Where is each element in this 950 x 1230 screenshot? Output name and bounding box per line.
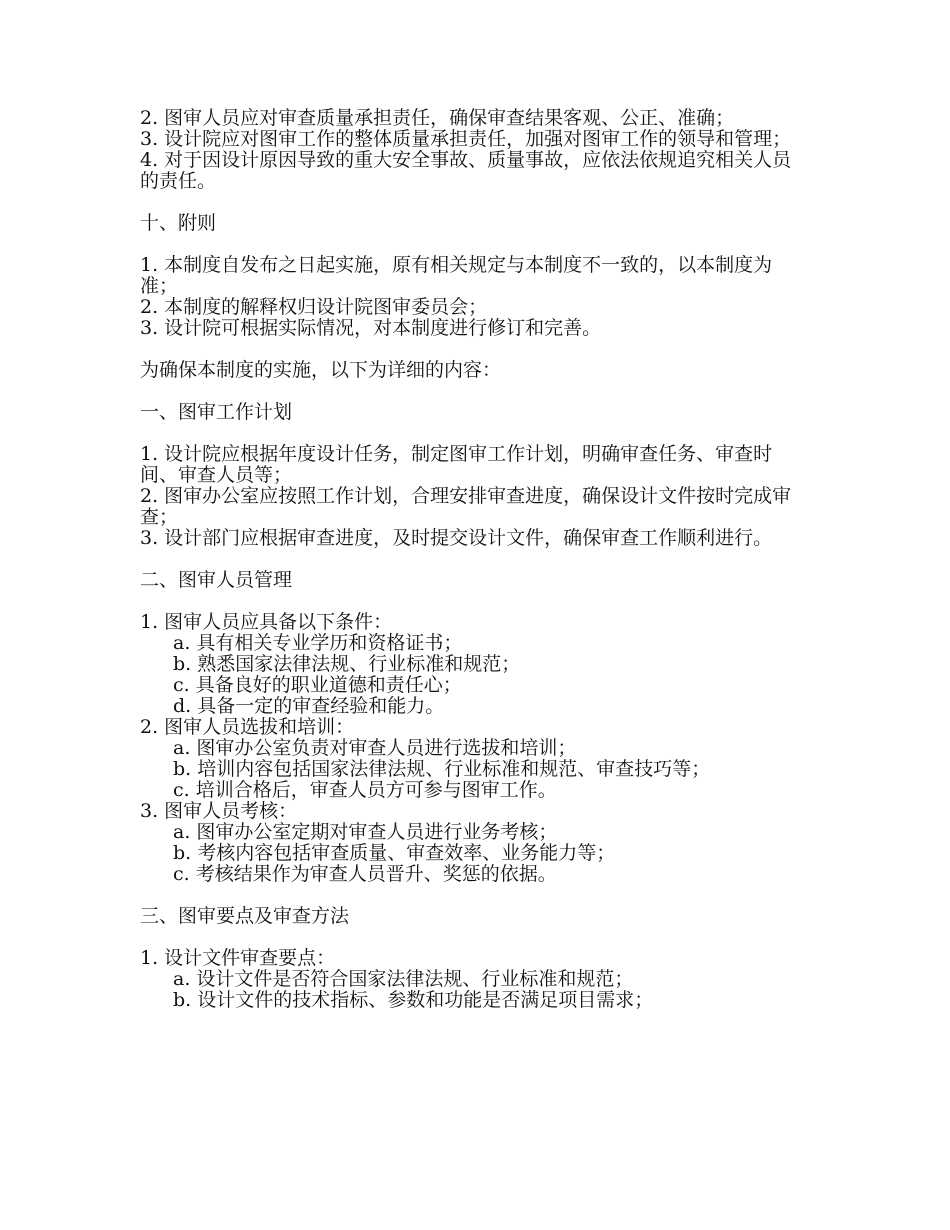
paragraph: 1. 本制度自发布之日起实施，原有相关规定与本制度不一致的，以本制度为准；	[140, 254, 773, 297]
list-item: 3. 图审人员考核：	[140, 800, 298, 822]
paragraph: 1. 设计院应根据年度设计任务，制定图审工作计划，明确审查任务、审查时间、审查人员等；	[140, 443, 773, 486]
section-appendix-items	[140, 255, 810, 339]
paragraph: 2. 图审办公室应按照工作计划，合理安排审查进度，确保设计文件按时完成审查；	[140, 485, 792, 528]
paragraph: 3. 设计部门应根据审查进度，及时提交设计文件，确保审查工作顺利进行。	[140, 527, 773, 549]
paragraph: 2. 本制度的解释权归设计院图审委员会；	[140, 296, 488, 318]
paragraph: 3. 设计院应对图审工作的整体质量承担责任，加强对图审工作的领导和管理；	[140, 128, 792, 150]
sub-list-item: a. 图审办公室负责对审查人员进行选拔和培训；	[173, 737, 577, 759]
section-plan-items	[140, 444, 810, 549]
sub-list-item: d. 具备一定的审查经验和能力。	[173, 695, 445, 717]
sub-list-item: c. 具备良好的职业道德和责任心；	[173, 674, 462, 696]
sub-list-item: b. 熟悉国家法律法规、行业标准和规范；	[173, 653, 521, 675]
sub-list-item: a. 具有相关专业学历和资格证书；	[173, 632, 463, 654]
section-responsibility-items	[140, 108, 810, 192]
document-page	[140, 108, 810, 1011]
sub-list-item: b. 考核内容包括审查质量、审查效率、业务能力等；	[173, 842, 616, 864]
sub-list-item: b. 培训内容包括国家法律法规、行业标准和规范、审查技巧等；	[173, 758, 711, 780]
list-item: 2. 图审人员选拔和培训：	[140, 716, 355, 738]
sub-list-item: a. 图审办公室定期对审查人员进行业务考核；	[173, 821, 558, 843]
list-item: 1. 图审人员应具备以下条件：	[140, 611, 393, 633]
list-item: 1. 设计文件审查要点：	[140, 947, 336, 969]
sub-list-item: a. 设计文件是否符合国家法律法规、行业标准和规范；	[173, 968, 634, 990]
section-heading-review-points: 三、图审要点及审查方法	[140, 905, 350, 927]
paragraph: 2. 图审人员应对审查质量承担责任，确保审查结果客观、公正、准确；	[140, 107, 735, 129]
section-personnel-items	[140, 612, 810, 885]
section-heading-appendix: 十、附则	[140, 212, 217, 234]
intro-paragraph: 为确保本制度的实施，以下为详细的内容：	[140, 359, 502, 381]
sub-list-item: b. 设计文件的技术指标、参数和功能是否满足项目需求；	[173, 989, 654, 1011]
section-heading-personnel: 二、图审人员管理	[140, 569, 293, 591]
sub-list-item: c. 考核结果作为审查人员晋升、奖惩的依据。	[173, 863, 557, 885]
paragraph: 4. 对于因设计原因导致的重大安全事故、质量事故，应依法依规追究相关人员的责任。	[140, 149, 792, 192]
paragraph: 3. 设计院可根据实际情况，对本制度进行修订和完善。	[140, 317, 602, 339]
sub-list-item: c. 培训合格后，审查人员方可参与图审工作。	[173, 779, 557, 801]
section-heading-plan: 一、图审工作计划	[140, 401, 293, 423]
section-review-points-items	[140, 948, 810, 1011]
